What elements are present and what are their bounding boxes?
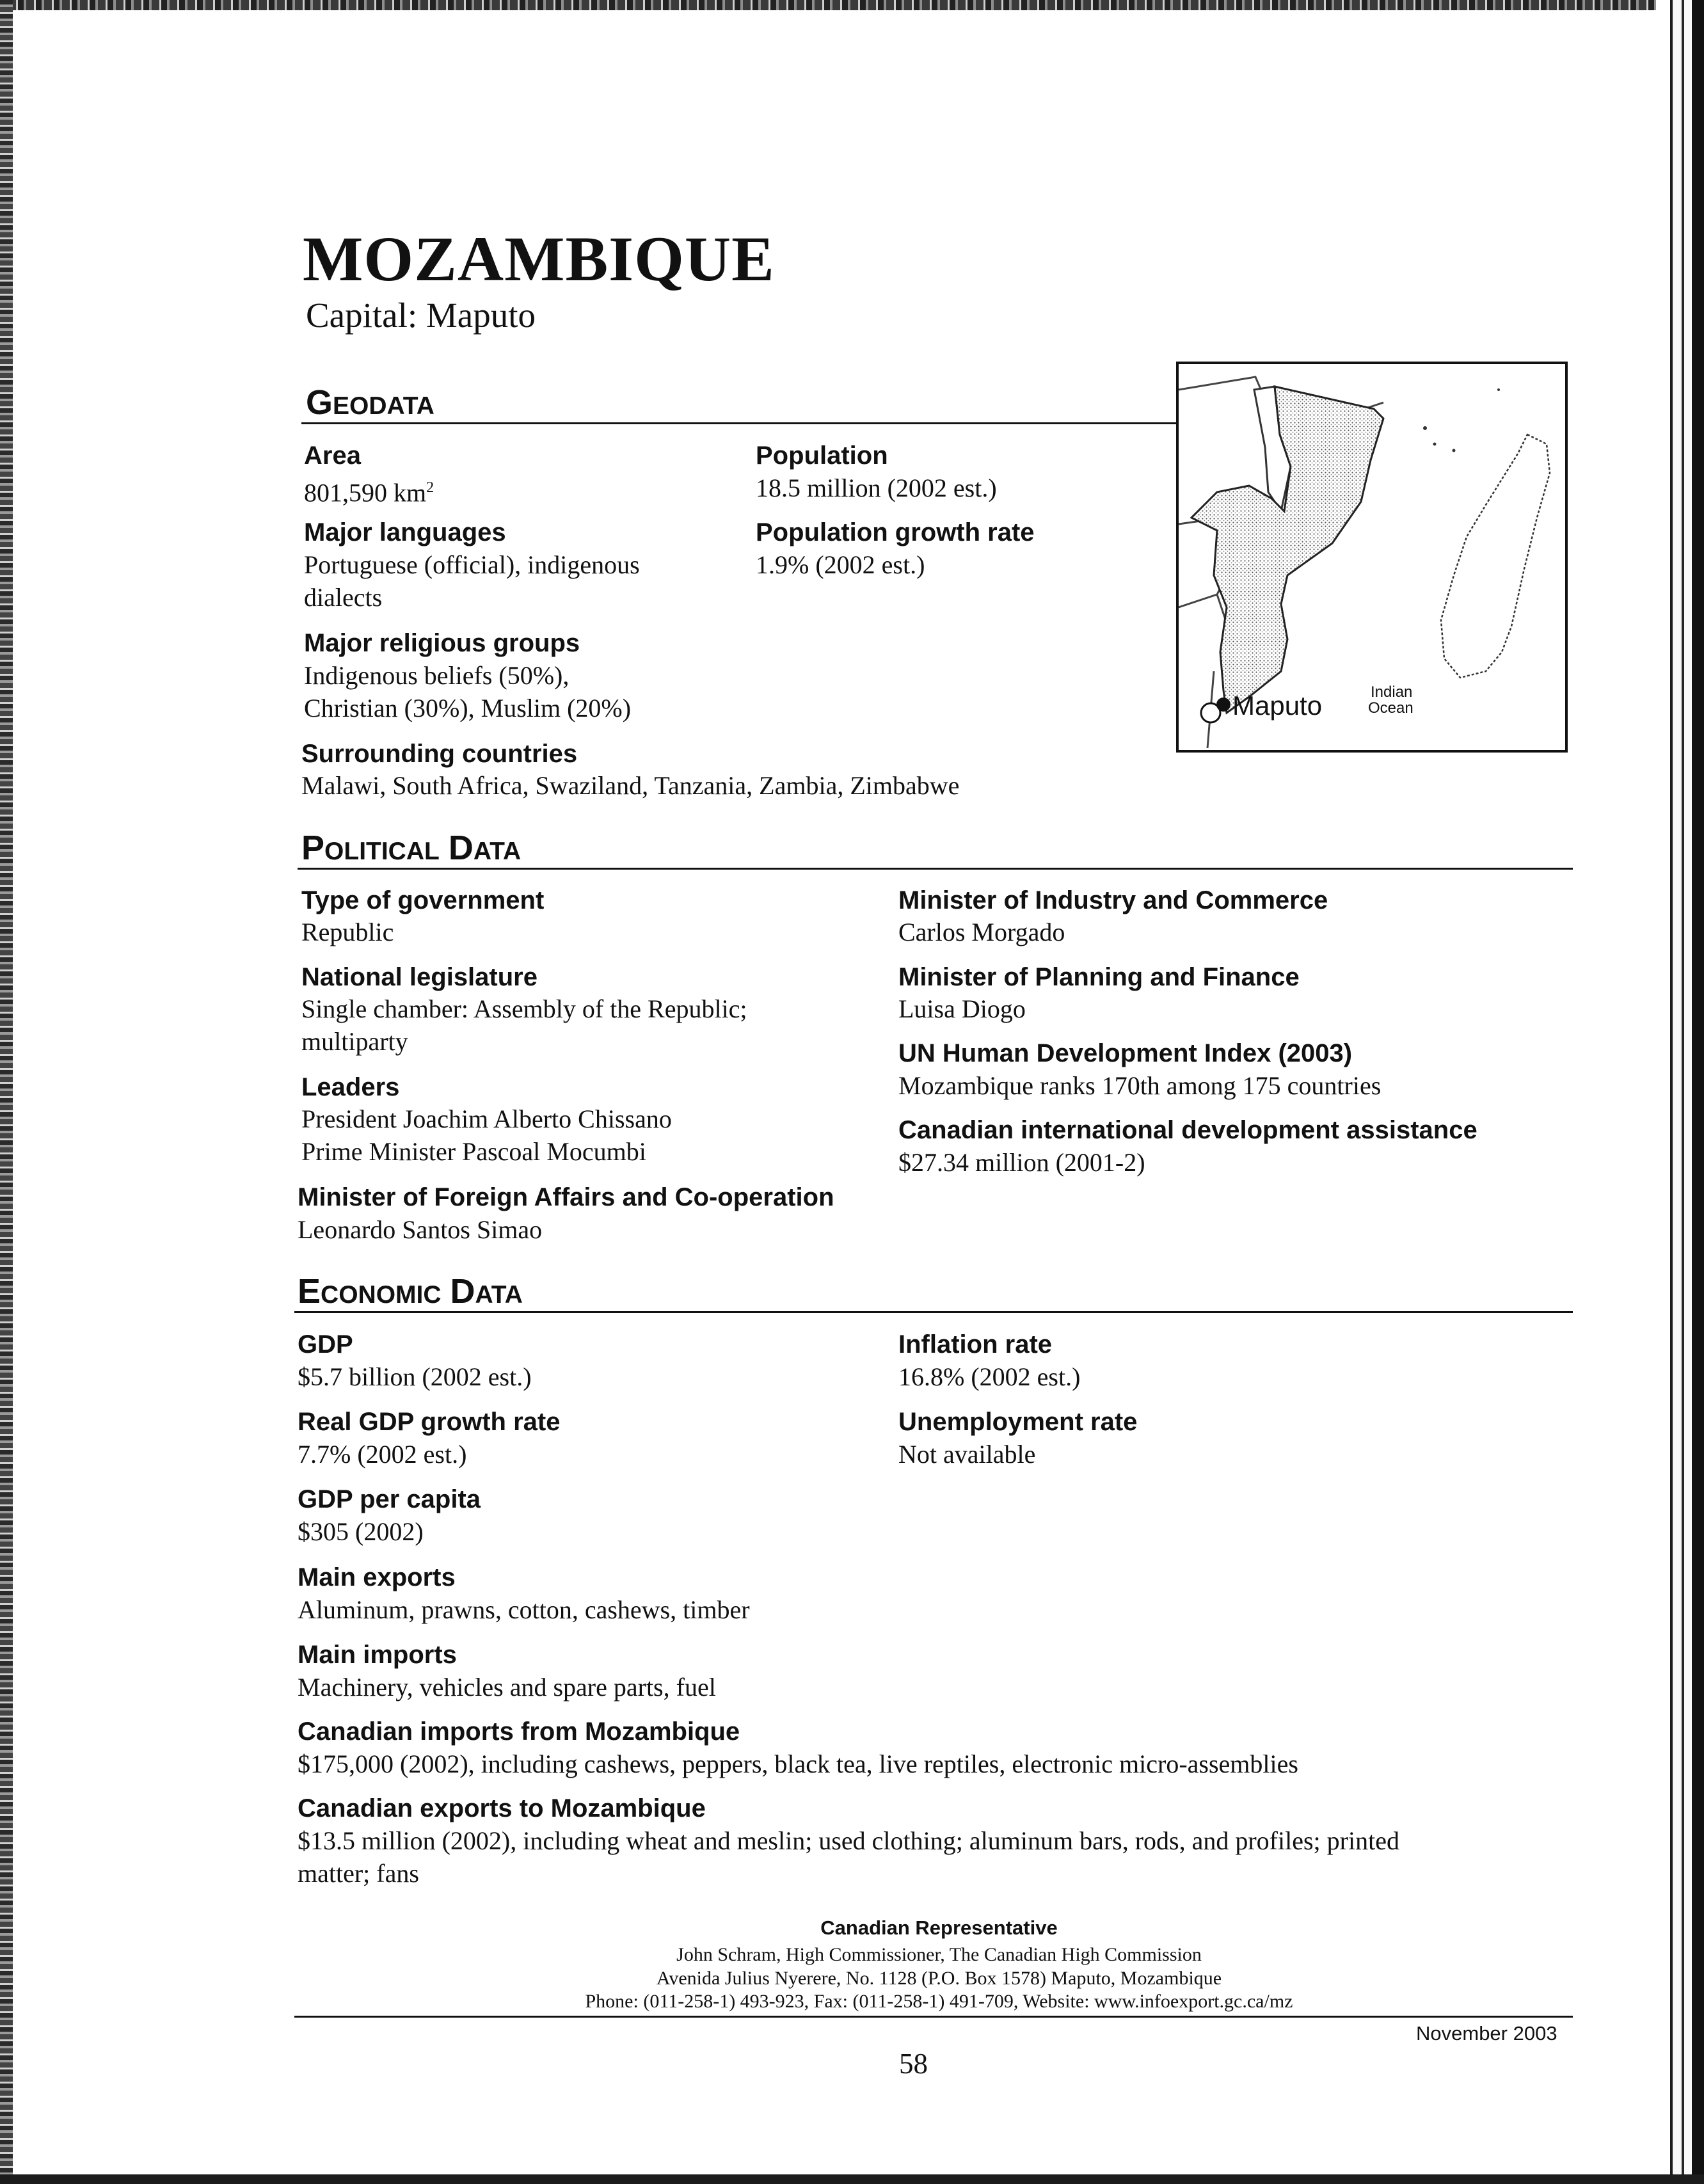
mozambique-territory <box>1191 387 1383 713</box>
scan-edge-top <box>0 0 1704 10</box>
unemployment-label: Unemployment rate <box>898 1408 1138 1436</box>
capital-line: Capital: Maputo <box>306 296 536 335</box>
canadian-imports-value: $175,000 (2002), including cashews, peppers, black tea, live reptiles, electronic micro-assemblies <box>298 1750 1298 1778</box>
map-graphic <box>1179 364 1565 750</box>
unemployment-value: Not available <box>898 1440 1036 1469</box>
area-value-text: 801,590 km <box>304 478 427 507</box>
representative-line-1: John Schram, High Commissioner, The Canadian High Commission <box>676 1944 1202 1965</box>
scan-edge-right <box>1656 0 1704 2184</box>
footer-rule <box>294 2016 1573 2018</box>
main-imports-label: Main imports <box>298 1641 457 1669</box>
inflation-value: 16.8% (2002 est.) <box>898 1362 1081 1391</box>
cida-value: $27.34 million (2001-2) <box>898 1148 1145 1177</box>
canadian-exports-line-2: matter; fans <box>298 1859 419 1888</box>
representative-line-3: Phone: (011-258-1) 493-923, Fax: (011-258-1) 491-709, Website: www.infoexport.gc.ca/mz <box>585 1991 1293 2012</box>
gdp-growth-label: Real GDP growth rate <box>298 1408 561 1436</box>
page-title: MOZAMBIQUE <box>303 223 775 294</box>
population-value: 18.5 million (2002 est.) <box>756 474 997 502</box>
industry-minister-label: Minister of Industry and Commerce <box>898 886 1328 914</box>
cida-label: Canadian international development assistance <box>898 1116 1477 1144</box>
planning-minister-label: Minister of Planning and Finance <box>898 963 1300 991</box>
island-marker <box>1497 388 1500 391</box>
legislature-line-1: Single chamber: Assembly of the Republic; <box>301 994 747 1023</box>
canadian-exports-line-1: $13.5 million (2002), including wheat and meslin; used clothing; aluminum bars, rods, and profiles; printed <box>298 1826 1399 1855</box>
main-exports-value: Aluminum, prawns, cotton, cashews, timber <box>298 1595 750 1624</box>
location-map <box>1176 362 1568 753</box>
surrounding-label: Surrounding countries <box>301 740 578 768</box>
religions-line-1: Indigenous beliefs (50%), <box>304 661 569 690</box>
canadian-exports-label: Canadian exports to Mozambique <box>298 1794 706 1822</box>
foreign-minister-value: Leonardo Santos Simao <box>298 1215 543 1244</box>
canadian-imports-label: Canadian imports from Mozambique <box>298 1718 740 1746</box>
population-label: Population <box>756 442 888 470</box>
madagascar-outline <box>1441 434 1550 678</box>
geodata-heading-initial: G <box>306 383 333 422</box>
maputo-city-dot <box>1216 697 1230 712</box>
page-number: 58 <box>899 2048 928 2080</box>
scan-edge-bottom <box>0 2174 1704 2184</box>
gdp-label: GDP <box>298 1330 353 1359</box>
planning-minister-value: Luisa Diogo <box>898 994 1026 1023</box>
leaders-line-1: President Joachim Alberto Chissano <box>301 1104 672 1133</box>
area-unit-exponent: 2 <box>426 479 434 496</box>
government-type-value: Republic <box>301 918 394 946</box>
island-marker <box>1453 449 1456 452</box>
population-growth-value: 1.9% (2002 est.) <box>756 550 925 579</box>
political-heading-initial-2: D <box>448 829 474 867</box>
industry-minister-value: Carlos Morgado <box>898 918 1065 946</box>
political-heading-rest-1: OLITICAL <box>324 838 440 865</box>
ocean-label-line-2: Ocean <box>1368 699 1413 717</box>
island-marker <box>1423 426 1427 430</box>
scan-edge-left <box>0 0 13 2184</box>
representative-line-2: Avenida Julius Nyerere, No. 1128 (P.O. Box 1578) Maputo, Mozambique <box>656 1968 1222 1989</box>
economic-heading-rest-2: ATA <box>475 1281 523 1309</box>
gdp-value: $5.7 billion (2002 est.) <box>298 1362 532 1391</box>
economic-heading-initial-1: E <box>298 1272 321 1311</box>
religions-label: Major religious groups <box>304 629 580 657</box>
inflation-label: Inflation rate <box>898 1330 1053 1359</box>
legislature-label: National legislature <box>301 963 537 991</box>
languages-line-1: Portuguese (official), indigenous <box>304 550 640 579</box>
maputo-label: Maputo <box>1232 690 1323 721</box>
political-rule <box>298 868 1573 870</box>
main-imports-value: Machinery, vehicles and spare parts, fuel <box>298 1673 716 1702</box>
surrounding-value: Malawi, South Africa, Swaziland, Tanzania, Zambia, Zimbabwe <box>301 771 960 800</box>
population-growth-label: Population growth rate <box>756 518 1035 546</box>
legislature-line-2: multiparty <box>301 1027 408 1056</box>
government-type-label: Type of government <box>301 886 545 914</box>
main-exports-label: Main exports <box>298 1563 456 1591</box>
languages-line-2: dialects <box>304 583 383 612</box>
economic-rule <box>294 1311 1573 1313</box>
area-label: Area <box>304 442 361 470</box>
languages-label: Major languages <box>304 518 506 546</box>
geodata-heading-rest: EODATA <box>333 392 434 420</box>
leaders-line-2: Prime Minister Pascoal Mocumbi <box>301 1137 646 1166</box>
hdi-label: UN Human Development Index (2003) <box>898 1039 1353 1067</box>
publication-date: November 2003 <box>1416 2022 1557 2045</box>
island-marker <box>1433 443 1437 446</box>
gdp-per-capita-label: GDP per capita <box>298 1485 481 1513</box>
leaders-label: Leaders <box>301 1073 400 1101</box>
area-value <box>304 472 434 509</box>
political-heading-initial-1: P <box>301 829 325 867</box>
economic-heading-initial-2: D <box>450 1272 475 1311</box>
political-heading-rest-2: ATA <box>473 838 522 865</box>
foreign-minister-label: Minister of Foreign Affairs and Co-operation <box>298 1183 834 1211</box>
geodata-heading <box>306 385 434 420</box>
ocean-label-line-1: Indian <box>1371 683 1413 701</box>
hdi-value: Mozambique ranks 170th among 175 countries <box>898 1071 1382 1100</box>
economic-heading-rest-1: CONOMIC <box>321 1281 442 1309</box>
gdp-growth-value: 7.7% (2002 est.) <box>298 1440 467 1469</box>
economic-heading <box>298 1274 523 1309</box>
religions-line-2: Christian (30%), Muslim (20%) <box>304 694 632 722</box>
gdp-per-capita-value: $305 (2002) <box>298 1517 424 1546</box>
representative-title: Canadian Representative <box>820 1917 1058 1939</box>
political-heading <box>301 831 521 865</box>
geodata-rule <box>301 422 1177 424</box>
